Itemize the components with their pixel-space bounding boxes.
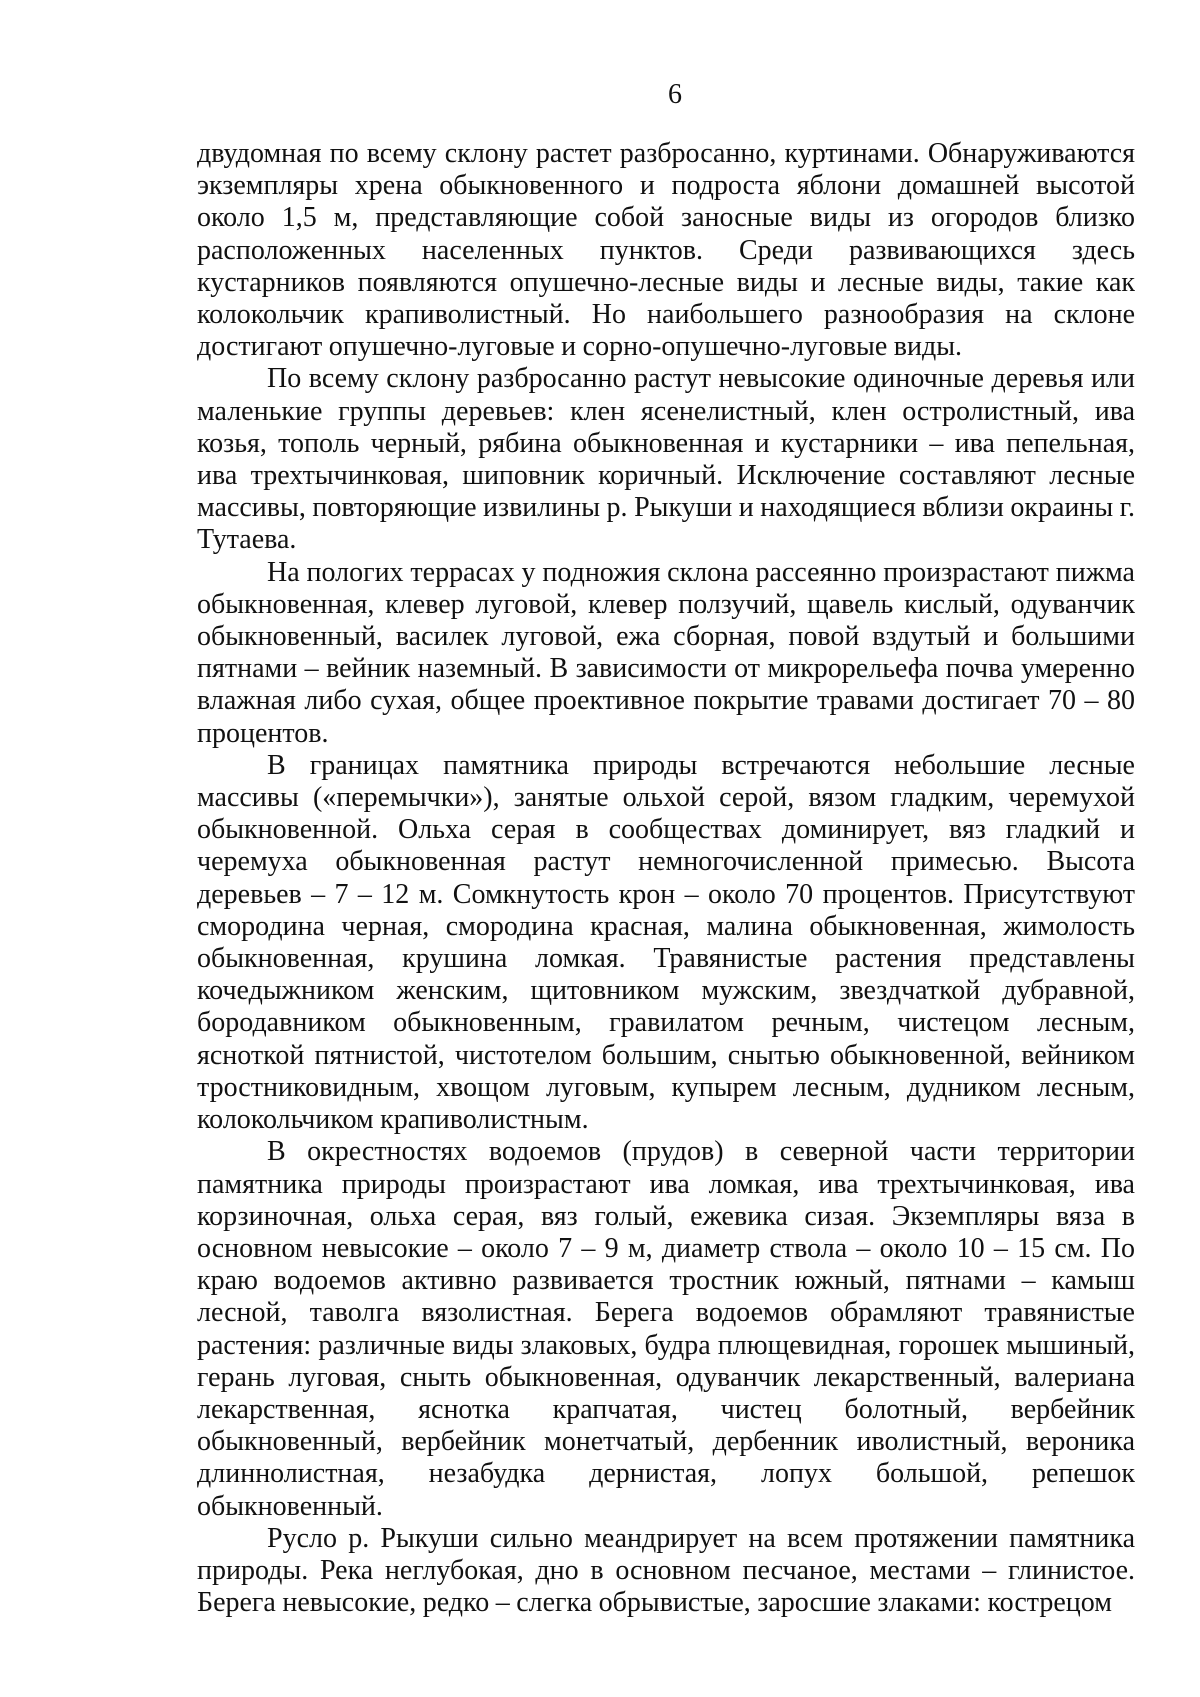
paragraph-continued: двудомная по всему склону растет разбросанно, куртинами. Обнаруживаются экземпляры хрена обыкновенного и подроста яблони домашней высотой около 1,5 м, представляющие собой заносные виды из огородов близко расположенных населенных пунктов. Среди развивающихся здесь кустарников появляются опушечно-лесные виды и лесные виды, такие как колокольчик крапиволистный. Но наибольшего разнообразия на склоне достигают опушечно-луговые и сорно-опушечно-луговые виды. (197, 138, 1135, 363)
paragraph-riverbed: Русло р. Рыкуши сильно меандрирует на всем протяжении памятника природы. Река неглубокая, дно в основном песчаное, местами – глинистое. Берега невысокие, редко – слегка обрывистые, заросшие злаками: кострецом (197, 1522, 1135, 1619)
page-number: 6 (668, 79, 682, 110)
body-text (197, 138, 1135, 1619)
paragraph-ponds: В окрестностях водоемов (прудов) в северной части территории памятника природы произрастают ива ломкая, ива трехтычинковая, ива корзиночная, ольха серая, вяз голый, ежевика сизая. Экземпляры вяза в основном невысокие – около 7 – 9 м, диаметр ствола – около 10 – 15 см. По краю водоемов активно развивается тростник южный, пятнами – камыш лесной, таволга вязолистная. Берега водоемов обрамляют травянистые растения: различные виды злаковых, будра плющевидная, горошек мышиный, герань луговая, сныть обыкновенная, одуванчик лекарственный, валериана лекарственная, яснотка крапчатая, чистец болотный, вербейник обыкновенный, вербейник монетчатый, дербенник иволистный, вероника длиннолистная, незабудка дернистая, лопух большой, репешок обыкновенный. (197, 1136, 1135, 1522)
paragraph-terraces: На пологих террасах у подножия склона рассеянно произрастают пижма обыкновенная, клевер луговой, клевер ползучий, щавель кислый, одуванчик обыкновенный, василек луговой, ежа сборная, повой вздутый и большими пятнами – вейник наземный. В зависимости от микрорельефа почва умеренно влажная либо сухая, общее проективное покрытие травами достигает 70 – 80 процентов. (197, 556, 1135, 749)
paragraph-forest-massifs: В границах памятника природы встречаются небольшие лесные массивы («перемычки»), занятые ольхой серой, вязом гладким, черемухой обыкновенной. Ольха серая в сообществах доминирует, вяз гладкий и черемуха обыкновенная растут немногочисленной примесью. Высота деревьев – 7 – 12 м. Сомкнутость крон – около 70 процентов. Присутствуют смородина черная, смородина красная, малина обыкновенная, жимолость обыкновенная, крушина ломкая. Травянистые растения представлены кочедыжником женским, щитовником мужским, звездчаткой дубравной, бородавником обыкновенным, гравилатом речным, чистецом лесным, ясноткой пятнистой, чистотелом большим, снытью обыкновенной, вейником тростниковидным, хвощом луговым, купырем лесным, дудником лесным, колокольчиком крапиволистным. (197, 749, 1135, 1136)
paragraph-trees-on-slope: По всему склону разбросанно растут невысокие одиночные деревья или маленькие группы деревьев: клен ясенелистный, клен остролистный, ива козья, тополь черный, рябина обыкновенная и кустарники – ива пепельная, ива трехтычинковая, шиповник коричный. Исключение составляют лесные массивы, повторяющие извилины р. Рыкуши и находящиеся вблизи окраины г. Тутаева. (197, 363, 1135, 556)
